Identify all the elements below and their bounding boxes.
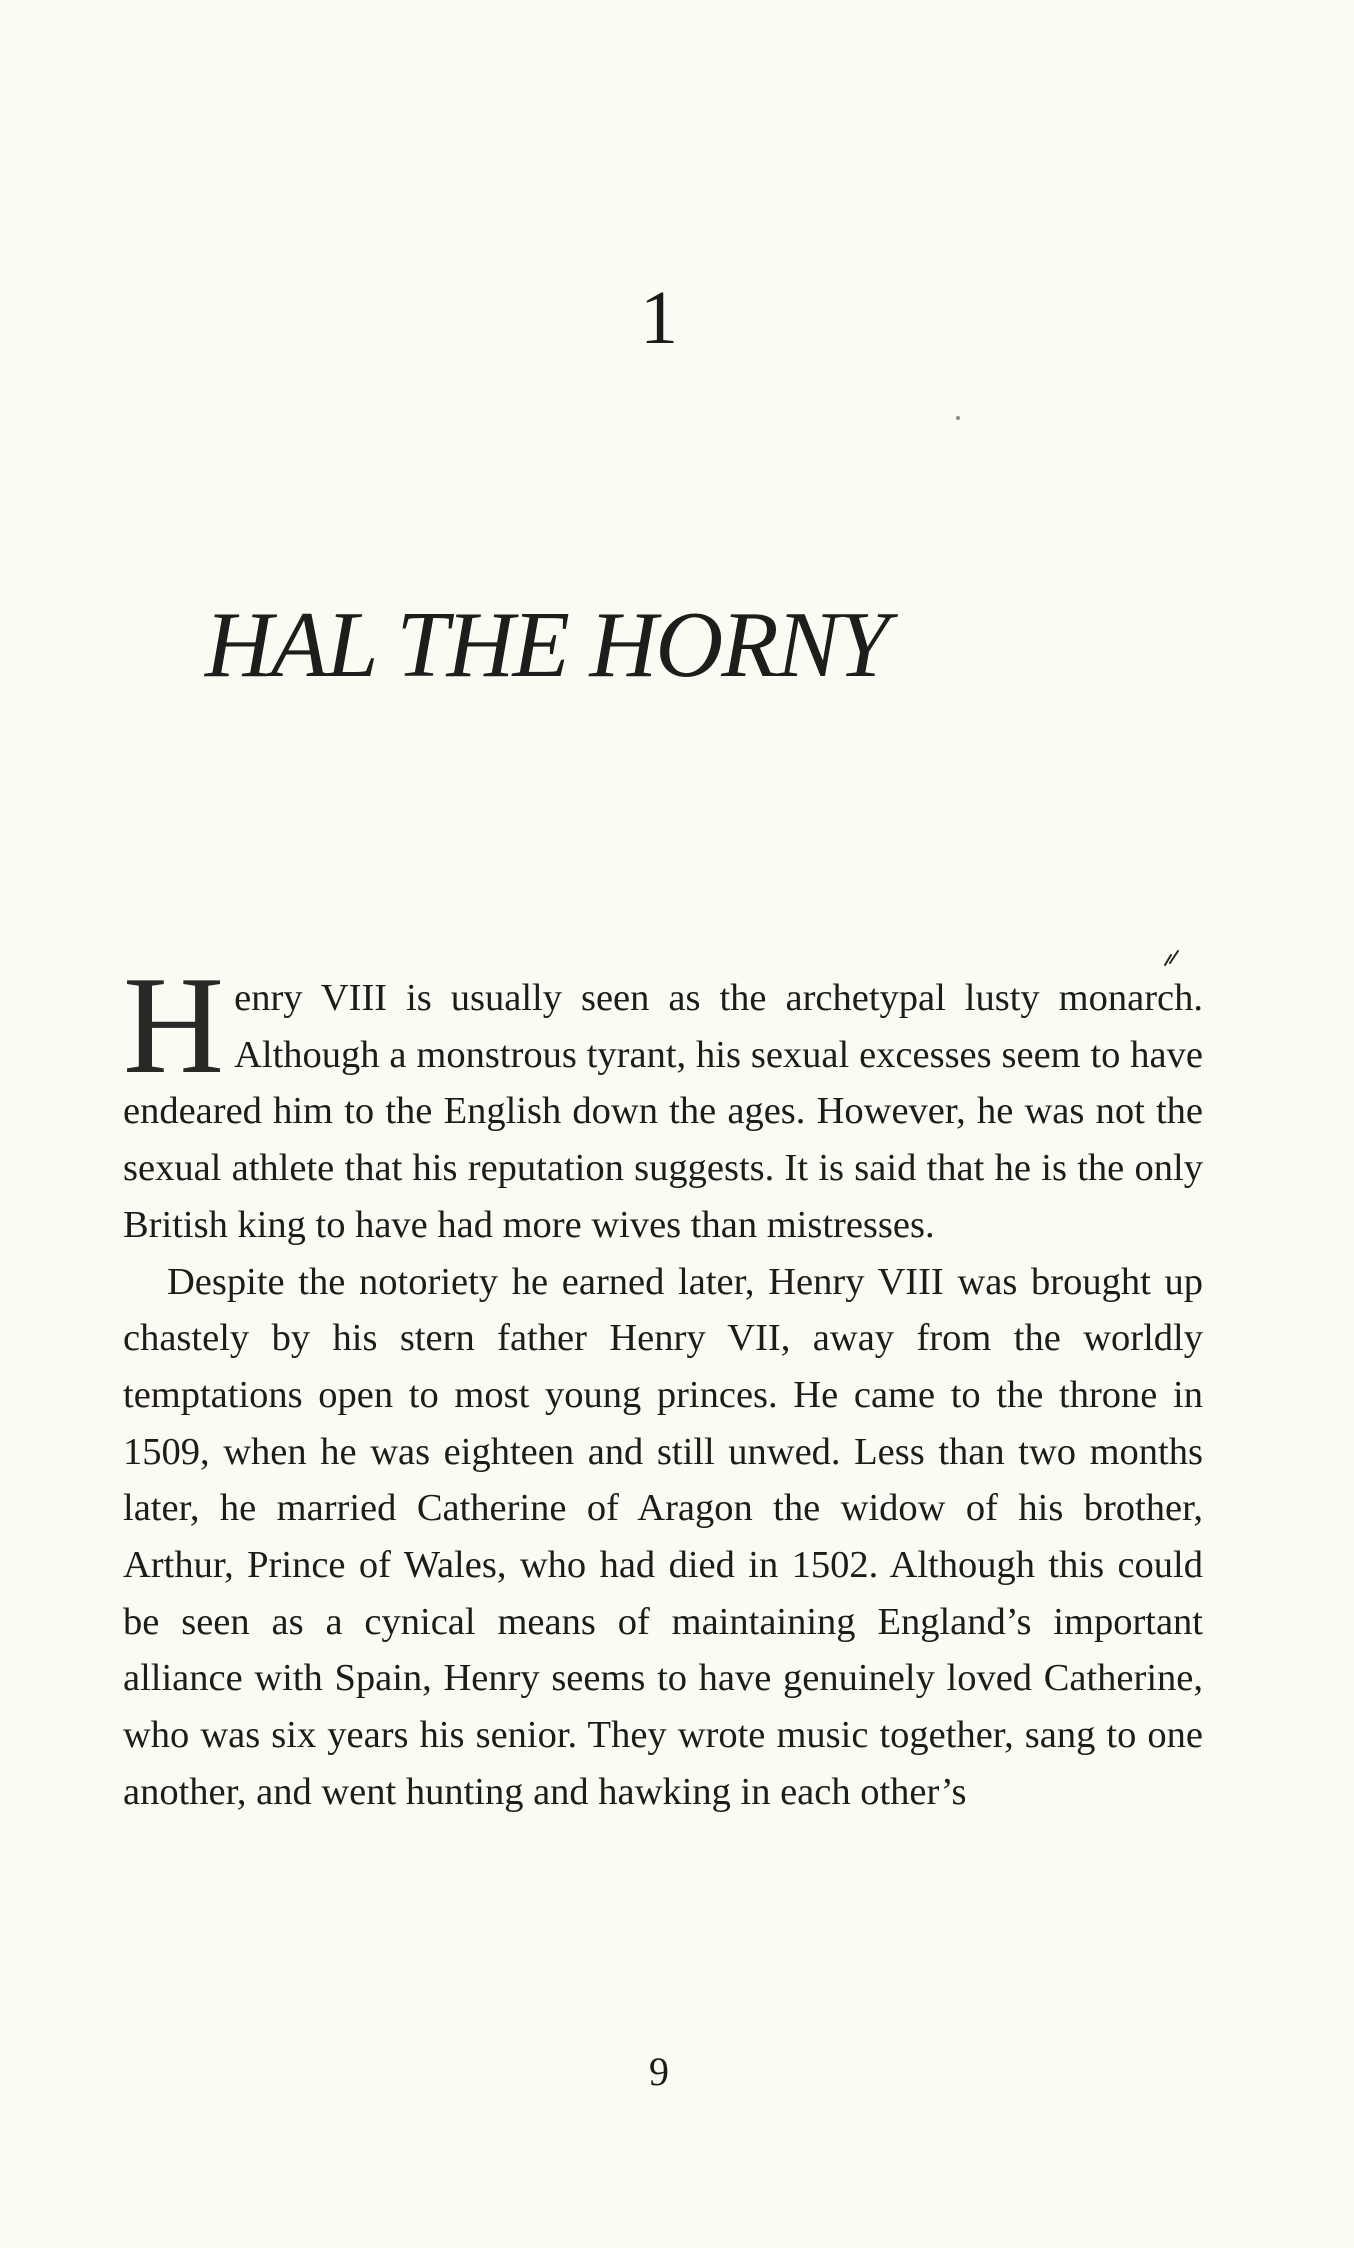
ink-mark-icon	[1163, 949, 1181, 967]
chapter-title: HAL THE HORNY	[205, 593, 888, 697]
page-number: 9	[649, 2049, 669, 2094]
paragraph-1-text: enry VIII is usually seen as the archetypal lusty monarch. Although a monstrous tyrant, his sexual excesses seem to have endeared him to the English down the ages. However, he was not the sexual athlete that his reputation suggests. It is said that he is the only British king to have had more wives than mistresses.	[123, 977, 1203, 1246]
chapter-body	[123, 948, 1203, 1821]
paragraph-2: Despite the notoriety he earned later, Henry VIII was brought up chastely by his stern father Henry VII, away from the worldly temptations open to most young princes. He came to the throne in 1509, when he was eighteen and still unwed. Less than two months later, he married Catherine of Aragon the widow of his brother, Arthur, Prince of Wales, who had died in 1502. Although this could be seen as a cynical means of maintaining England’s important alliance with Spain, Henry seems to have genuinely loved Catherine, who was six years his senior. They wrote music together, sang to one another, and went hunting and hawking in each other’s	[123, 1260, 1203, 1813]
paper-speck	[956, 416, 960, 420]
drop-cap: H	[123, 948, 225, 1103]
paragraph-1	[123, 948, 1203, 1254]
chapter-number: 1	[640, 276, 678, 360]
